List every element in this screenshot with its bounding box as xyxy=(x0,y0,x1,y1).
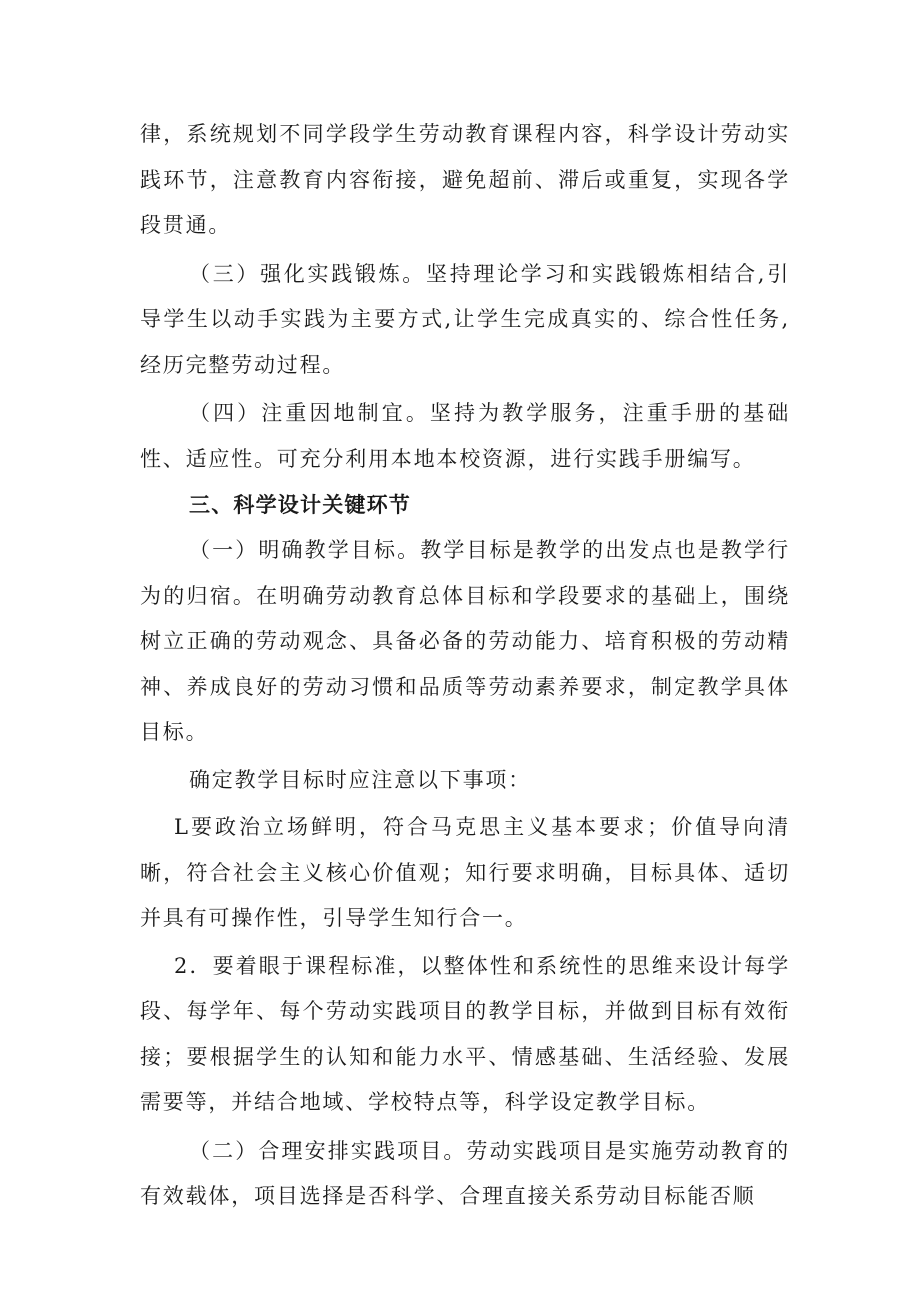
paragraph-practice-projects: （二）合理安排实践项目。劳动实践项目是实施劳动教育的有效载体，项目选择是否科学、合理直接关系劳动目标能否顺 xyxy=(140,1138,790,1208)
paragraph-strengthen-practice: （三）强化实践锻炼。坚持理论学习和实践锻炼相结合,引导学生以动手实践为主要方式,让学生完成真实的、综合性任务,经历完整劳动过程。 xyxy=(140,261,790,377)
paragraph-item-1: L要政治立场鲜明，符合马克思主义基本要求；价值导向清晰，符合社会主义核心价值观；知行要求明确，目标具体、适切并具有可操作性，引导学生知行合一。 xyxy=(140,815,790,930)
document-page xyxy=(140,112,790,1220)
section-heading-key-links: 三、科学设计关键环节 xyxy=(189,493,411,517)
paragraph-teaching-goals: （一）明确教学目标。教学目标是教学的出发点也是教学行为的归宿。在明确劳动教育总体目标和学段要求的基础上，围绕树立正确的劳动观念、具备必备的劳动能力、培育积极的劳动精神、养成良好的劳动习惯和品质等劳动素养要求，制定教学具体目标。 xyxy=(140,538,790,744)
paragraph-local-conditions: （四）注重因地制宜。坚持为教学服务，注重手册的基础性、适应性。可充分利用本地本校资源，进行实践手册编写。 xyxy=(140,401,790,471)
paragraph-item-2: 2．要着眼于课程标准，以整体性和系统性的思维来设计每学段、每学年、每个劳动实践项目的教学目标，并做到目标有效衔接；要根据学生的认知和能力水平、情感基础、生活经验、发展需要等，并结合地域、学校特点等，科学设定教学目标。 xyxy=(140,953,790,1114)
paragraph-continuation: 律，系统规划不同学段学生劳动教育课程内容，科学设计劳动实践环节，注意教育内容衔接，避免超前、滞后或重复，实现各学段贯通。 xyxy=(140,122,790,237)
paragraph-goal-notes-intro: 确定教学目标时应注意以下事项： xyxy=(189,767,531,792)
